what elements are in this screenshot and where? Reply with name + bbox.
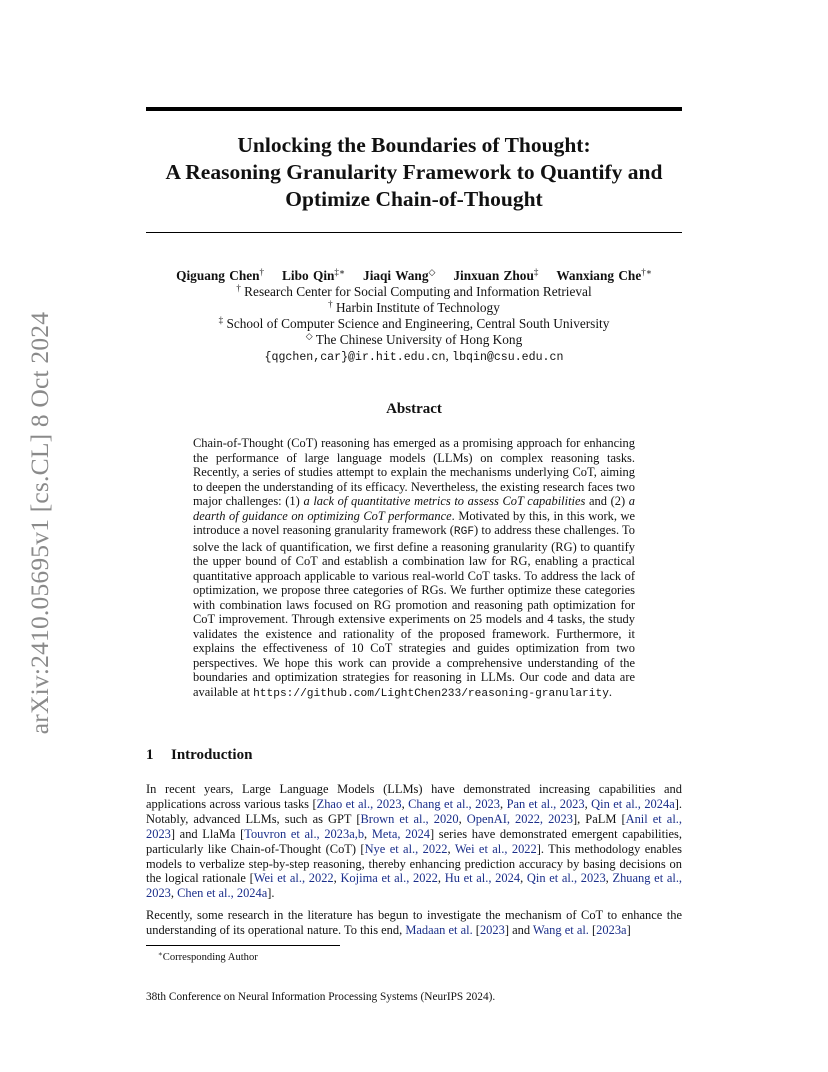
arxiv-stamp: arXiv:2410.05695v1 [cs.CL] 8 Oct 2024 (25, 311, 54, 735)
paragraph-text: ]. Notably, advanced LLMs, such as GPT [ (146, 796, 683, 826)
author: Libo Qin‡∗ (282, 267, 346, 283)
affiliation: † Harbin Institute of Technology (328, 299, 500, 315)
paragraph-text: , (437, 871, 445, 886)
section-heading: 1 Introduction (146, 747, 253, 763)
citation-link[interactable]: Wei et al., 2022 (253, 871, 334, 886)
title-line-2: A Reasoning Granularity Framework to Quantify and (165, 160, 663, 184)
paragraph-text: [ (588, 922, 597, 937)
citation-link[interactable]: Wang et al. (532, 922, 589, 937)
abstract-body: Chain-of-Thought (CoT) reasoning has emerged as a promising approach for enhancing the performance of large language models (LLMs) on complex reasoning tasks. Recently, a series of studies attempt to explain the mechanisms underlying CoT, aiming to deepen the understanding of its efficacy. Nevertheless, the existing research faces two major challenges: (1) a lack of quantitative metrics to assess CoT capabilities and (2) a dearth of guidance on optimizing CoT performance. Motivated by this, in this work, we introduce a novel reasoning granularity framework (RGF) to address these challenges. To solve the lack of quantification, we first define a reasoning granularity (RG) to quantify the upper bound of CoT and establish a combination law for RG, enabling a practical quantitative approach applicable to various real-world CoT tasks. To address the lack of optimization, we propose three categories of RGs. We further optimize these categories with combination laws focused on RG promotion and reasoning path optimization for CoT improvement. Through extensive experiments on 25 models and 4 tasks, the study validates the existence and rationality of the proposed framework. Furthermore, it explains the effectiveness of 10 CoT strategies and guides optimization from two perspectives. We hope this work can provide a comprehensive understanding of the boundaries and optimization strategies for reasoning in LLMs. Our code and data are available at https://github.com/LightChen233/reasoning-granularity. (193, 436, 635, 700)
title-bottom-rule (146, 232, 682, 233)
author: Qiguang Chen† (176, 267, 265, 283)
paragraph-text: ] and (504, 922, 533, 937)
citation-link[interactable]: Chang et al., 2023 (408, 796, 500, 811)
intro-paragraph-1 (146, 782, 682, 901)
citation-link[interactable]: Nye et al., 2022 (364, 841, 448, 856)
footnote-rule (146, 945, 340, 946)
paragraph-text: ]. (267, 886, 275, 901)
citation-link[interactable]: Chen et al., 2024a (177, 886, 268, 901)
affiliation: ◇ The Chinese University of Hong Kong (305, 331, 523, 347)
author: Jinxuan Zhou‡ (453, 267, 539, 283)
paragraph-text: , (605, 871, 613, 886)
title-top-rule (146, 107, 682, 111)
paper-title (120, 132, 708, 213)
paragraph-text: In recent years, Large Language Models (LLMs) have demonstrated increasing capabilities and applications across various tasks [ (146, 782, 682, 811)
footnote: ∗Corresponding Author (158, 950, 258, 963)
paragraph-text: ], PaLM [ (572, 811, 626, 826)
paragraph-text: , (170, 886, 178, 901)
citation-link[interactable]: Meta, 2024 (371, 826, 431, 841)
paragraph-text: , (364, 826, 372, 841)
citation-link[interactable]: Hu et al., 2024 (444, 871, 521, 886)
citation-link[interactable]: Brown et al., 2020 (360, 811, 459, 826)
citation-link[interactable]: OpenAI, 2022, 2023 (466, 811, 573, 826)
paragraph-text: , (447, 841, 455, 856)
intro-paragraph-2 (146, 908, 682, 938)
citation-link[interactable]: 2023 (479, 922, 505, 937)
citation-link[interactable]: Zhuang et al., 2023 (146, 871, 683, 901)
paragraph-text: ]. This methodology enables models to verbalize step-by-step reasoning, thereby enhancing prediction accuracy by basing decisions on the logical rationale [ (146, 841, 682, 886)
paragraph-text: , (584, 796, 592, 811)
citation-link[interactable]: 2023a (596, 922, 627, 937)
paragraph-text: , (401, 796, 409, 811)
affiliation: ‡ School of Computer Science and Engineering, Central South University (218, 315, 610, 331)
title-line-3: Optimize Chain-of-Thought (285, 187, 543, 211)
citation-link[interactable]: Kojima et al., 2022 (340, 871, 438, 886)
venue-note: 38th Conference on Neural Information Processing Systems (NeurIPS 2024). (146, 991, 496, 1003)
paragraph-text: ] series have demonstrated emergent capabilities, particularly like Chain-of-Thought (CoT) [ (146, 826, 683, 856)
paragraph-text: , (458, 811, 467, 826)
paragraph-text: , (333, 871, 341, 886)
paragraph-text: Recently, some research in the literature has begun to investigate the mechanism of CoT to enhance the understanding of its operational nature. To this end, (146, 908, 682, 937)
citation-link[interactable]: Wei et al., 2022 (454, 841, 537, 856)
citation-link[interactable]: Pan et al., 2023 (506, 796, 585, 811)
citation-link[interactable]: Qin et al., 2024a (591, 796, 675, 811)
paragraph-text: ] (626, 922, 631, 937)
citation-link[interactable]: Zhao et al., 2023 (316, 796, 402, 811)
citation-link[interactable]: Touvron et al., 2023a,b (244, 826, 365, 841)
abstract-heading: Abstract (386, 401, 442, 417)
affiliation: † Research Center for Social Computing and Information Retrieval (236, 283, 592, 299)
author: Jiaqi Wang◇ (363, 267, 436, 283)
author-emails: {qgchen,car}@ir.hit.edu.cn, lbqin@csu.edu.cn (264, 348, 564, 364)
citation-link[interactable]: Madaan et al. (405, 922, 473, 937)
author-list (120, 268, 708, 284)
title-line-1: Unlocking the Boundaries of Thought: (237, 133, 591, 157)
author-block (120, 268, 708, 366)
paragraph-text: [ (472, 922, 480, 937)
citation-link[interactable]: Anil et al., 2023 (146, 811, 683, 841)
code-link[interactable]: https://github.com/LightChen233/reasoning-granularity (253, 687, 609, 700)
paragraph-text: , (500, 796, 507, 811)
author: Wanxiang Che†∗ (556, 267, 652, 283)
paragraph-text: ] and LlaMa [ (170, 826, 245, 841)
paragraph-text: , (520, 871, 527, 886)
citation-link[interactable]: Qin et al., 2023 (526, 871, 606, 886)
